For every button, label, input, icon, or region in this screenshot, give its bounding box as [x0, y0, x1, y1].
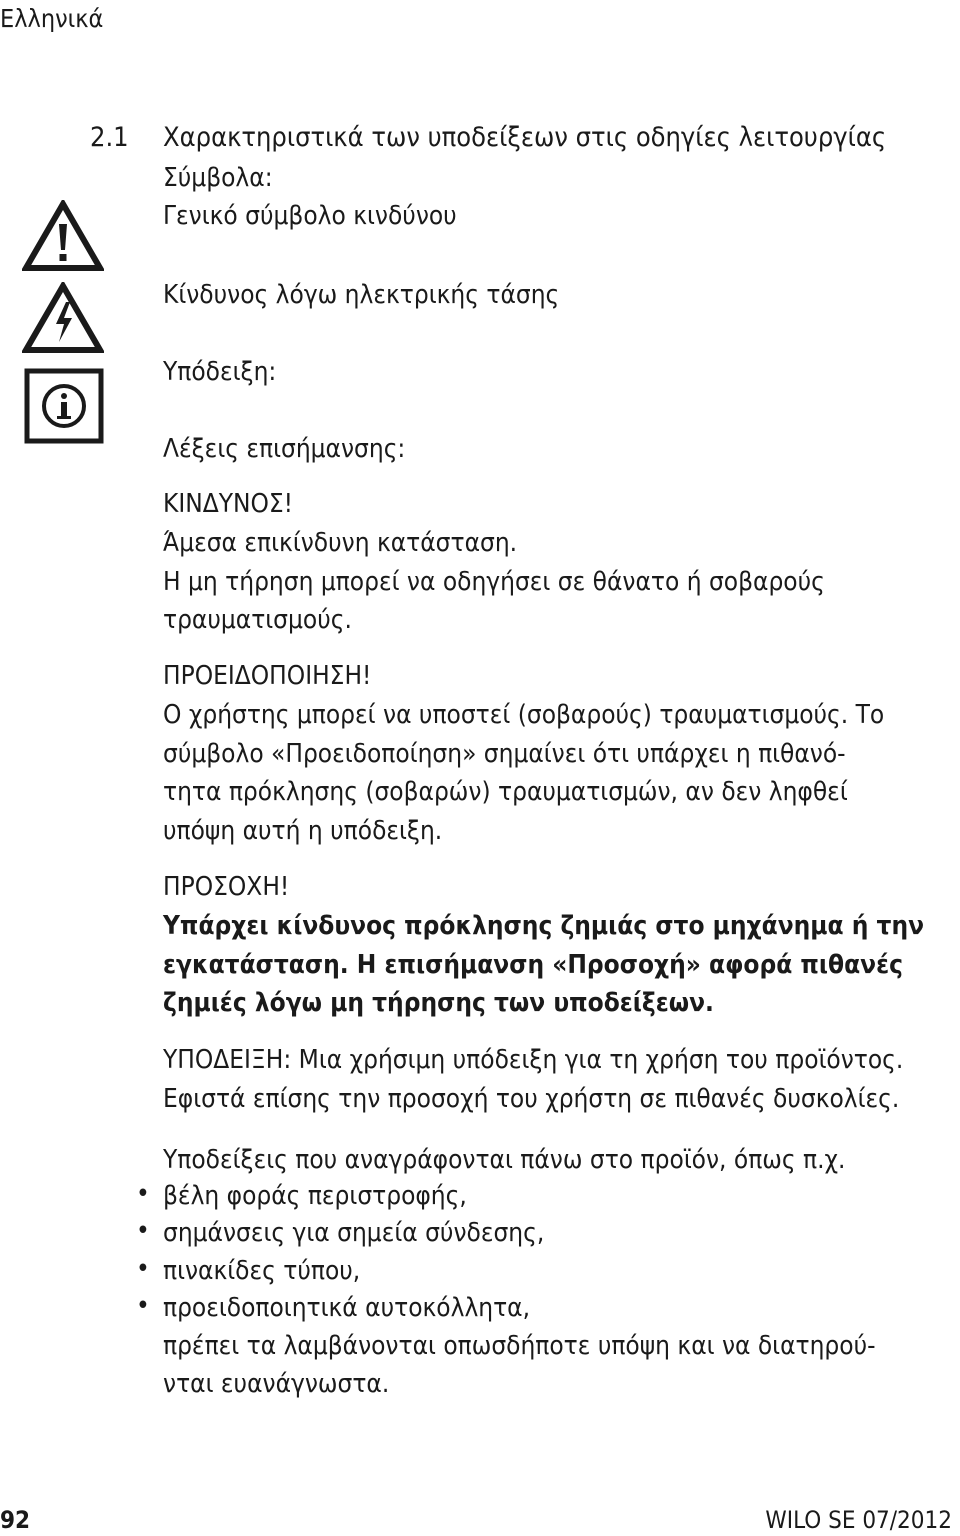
caution-line: ζημιές λόγω μη τήρησης των υποδείξεων. [163, 988, 714, 1018]
electrical-danger-label: Κίνδυνος λόγω ηλεκτρικής τάσης [163, 280, 560, 310]
warning-line: τητα πρόκλησης (σοβαρών) τραυματισμών, αν δεν ληφθεί [163, 777, 848, 807]
list-item: βέλη φοράς περιστροφής, [163, 1181, 467, 1211]
closing-line: πρέπει τα λαμβάνονται οπωσδήποτε υπόψη και να διατηρού- [163, 1331, 876, 1361]
list-item: προειδοποιητικά αυτοκόλλητα, [163, 1293, 531, 1323]
product-notes-intro: Υποδείξεις που αναγράφονται πάνω στο προϊόν, όπως π.χ. [163, 1145, 846, 1175]
danger-line: τραυματισμούς. [163, 605, 352, 635]
info-icon [24, 368, 104, 444]
electric-hazard-icon [22, 282, 104, 354]
closing-line: νται ευανάγνωστα. [163, 1369, 390, 1399]
section-title: Χαρακτηριστικά των υποδείξεων στις οδηγίες λειτουργίας [163, 122, 887, 153]
section-number: 2.1 [90, 122, 129, 153]
general-danger-label: Γενικό σύμβολο κινδύνου [163, 201, 457, 231]
symbols-heading: Σύμβολα: [163, 163, 273, 193]
list-item: σημάνσεις για σημεία σύνδεσης, [163, 1218, 545, 1248]
page-number: 92 [0, 1506, 31, 1534]
danger-title: ΚΙΝΔΥΝΟΣ! [163, 489, 294, 519]
warning-line: υπόψη αυτή η υπόδειξη. [163, 816, 443, 846]
danger-line: Άμεσα επικίνδυνη κατάσταση. [163, 528, 518, 558]
note-label: Υπόδειξη: [163, 357, 277, 387]
caution-line: εγκατάσταση. Η επισήμανση «Προσοχή» αφορά πιθανές [163, 950, 903, 980]
bullet-marker: • [136, 1254, 150, 1284]
danger-line: Η μη τήρηση μπορεί να οδηγήσει σε θάνατο ή σοβαρούς [163, 567, 825, 597]
warning-line: Ο χρήστης μπορεί να υποστεί (σοβαρούς) τραυματισμούς. Το [163, 700, 885, 730]
warning-title: ΠΡΟΕΙΔΟΠΟΙΗΣΗ! [163, 661, 372, 691]
bullet-marker: • [136, 1216, 150, 1246]
caution-title: ΠΡΟΣΟΧΗ! [163, 872, 290, 902]
note-line: ΥΠΟΔΕΙΞΗ: Μια χρήσιμη υπόδειξη για τη χρήση του προϊόντος. [163, 1045, 904, 1075]
bullet-marker: • [136, 1179, 150, 1209]
note-line: Εφιστά επίσης την προσοχή του χρήστη σε πιθανές δυσκολίες. [163, 1084, 900, 1114]
list-item: πινακίδες τύπου, [163, 1256, 361, 1286]
caution-line: Υπάρχει κίνδυνος πρόκλησης ζημιάς στο μηχάνημα ή την [163, 911, 925, 941]
warning-line: σύμβολο «Προειδοποίηση» σημαίνει ότι υπάρχει η πιθανό- [163, 739, 846, 769]
footer-doc-id: WILO SE 07/2012 [765, 1506, 952, 1534]
language-label: Ελληνικά [0, 4, 104, 33]
warning-triangle-icon [22, 200, 104, 272]
bullet-marker: • [136, 1291, 150, 1321]
signal-words-heading: Λέξεις επισήμανσης: [163, 434, 406, 464]
